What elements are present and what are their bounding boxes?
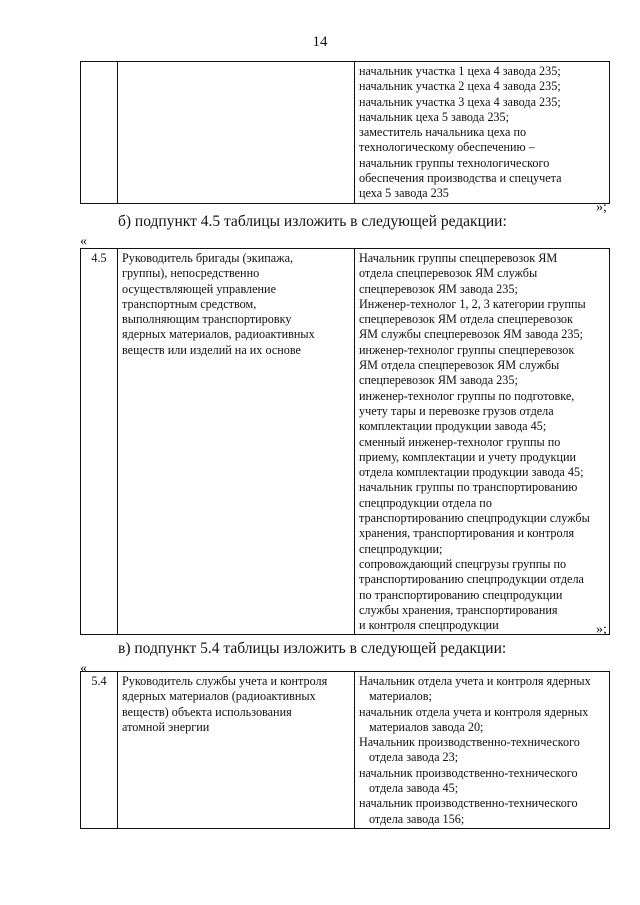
table-row (81, 672, 610, 829)
staff-line: отдела комплектации продукции завода 45; (359, 465, 584, 480)
staff-line: начальник участка 2 цеха 4 завода 235; (359, 79, 561, 94)
staff-line: начальник участка 1 цеха 4 завода 235; (359, 64, 561, 78)
staff-line: отдела завода 23; (369, 750, 459, 765)
staff-line: инженер-технолог группы по подготовке, (359, 388, 575, 403)
opening-quote: « (80, 661, 87, 676)
table-item-4-5 (80, 248, 610, 635)
staff-line: комплектации продукции завода 45; (359, 419, 547, 434)
staff-line: спецпродукции отдела по (359, 495, 492, 510)
staff-line: материалов завода 20; (369, 719, 484, 734)
staff-line: Начальник группы спецперевозок ЯМ (359, 251, 558, 265)
position-line: осуществляющей управление (122, 281, 276, 296)
staff-line: обеспечения производства и спецучета (359, 171, 562, 186)
section-b-heading: б) подпункт 4.5 таблицы изложить в следующей редакции: (118, 213, 507, 230)
staff-line: спецперевозок ЯМ завода 235; (359, 373, 518, 388)
row-number-cell (81, 62, 118, 204)
position-line: веществ или изделий на их основе (122, 342, 301, 357)
staff-line: начальник группы по транспортированию (359, 480, 578, 495)
position-line: Руководитель службы учета и контроля (122, 674, 328, 688)
position-cell (118, 672, 355, 829)
staff-line: заместитель начальника цеха по (359, 125, 527, 140)
staff-line: Начальник отдела учета и контроля ядерных (359, 674, 591, 688)
staff-line: Инженер-технолог 1, 2, 3 категории группы (359, 296, 586, 311)
staff-line: ЯМ отдела спецперевозок ЯМ службы (359, 358, 560, 373)
row-number-cell: 4.5 (81, 249, 118, 635)
staff-line: начальник производственно-технического (359, 765, 578, 780)
position-line: выполняющим транспортировку (122, 312, 292, 327)
staff-line: начальник участка 3 цеха 4 завода 235; (359, 94, 561, 109)
table-row (81, 249, 610, 635)
staff-line: приему, комплектации и учету продукции (359, 449, 577, 464)
position-line: ядерных материалов, радиоактивных (122, 327, 315, 342)
staff-line: цеха 5 завода 235 (359, 186, 449, 201)
page-number: 14 (312, 34, 328, 50)
staff-line: начальник отдела учета и контроля ядерных (359, 704, 589, 719)
closing-quote: »; (596, 200, 607, 215)
staff-line: спецперевозок ЯМ отдела спецперевозок (359, 312, 573, 327)
position-line: группы), непосредственно (122, 266, 260, 281)
staff-list-cell (355, 249, 610, 635)
position-cell (118, 249, 355, 635)
position-line: транспортным средством, (122, 296, 257, 311)
staff-list-cell (355, 62, 610, 204)
staff-line: начальник цеха 5 завода 235; (359, 109, 510, 124)
opening-quote: « (80, 234, 87, 249)
table-row (81, 62, 610, 204)
row-number-cell: 5.4 (81, 672, 118, 829)
staff-line: отдела завода 45; (369, 781, 459, 796)
staff-line: учету тары и перевозке грузов отдела (359, 403, 554, 418)
staff-line: спецпродукции; (359, 541, 443, 556)
table-item-5-4 (80, 671, 610, 829)
closing-quote: »; (596, 622, 607, 637)
staff-line: начальник группы технологического (359, 155, 550, 170)
staff-line: службы хранения, транспортирования (359, 602, 558, 617)
section-c-heading: в) подпункт 5.4 таблицы изложить в следующей редакции: (118, 640, 507, 657)
staff-line: технологическому обеспечению – (359, 140, 535, 155)
staff-line: начальник производственно-технического (359, 796, 578, 811)
position-cell (118, 62, 355, 204)
staff-line: сменный инженер-технолог группы по (359, 434, 561, 449)
staff-line: и контроля спецпродукции (359, 618, 499, 633)
staff-line: Начальник производственно-технического (359, 735, 580, 750)
staff-line: ЯМ службы спецперевозок ЯМ завода 235; (359, 327, 583, 342)
position-line: Руководитель бригады (экипажа, (122, 251, 294, 265)
staff-line: транспортированию спецпродукции отдела (359, 572, 584, 587)
staff-line: отдела завода 156; (369, 811, 465, 826)
staff-line: транспортированию спецпродукции службы (359, 511, 590, 526)
staff-line: сопровождающий спецгрузы группы по (359, 556, 567, 571)
staff-list-cell (355, 672, 610, 829)
staff-line: отдела спецперевозок ЯМ службы (359, 266, 538, 281)
staff-line: хранения, транспортирования и контроля (359, 526, 575, 541)
staff-line: инженер-технолог группы спецперевозок (359, 342, 575, 357)
table-continuation (80, 61, 610, 204)
staff-line: материалов; (369, 689, 432, 704)
position-line: веществ) объекта использования (122, 704, 292, 719)
position-line: атомной энергии (122, 719, 210, 734)
staff-line: по транспортированию спецпродукции (359, 587, 563, 602)
staff-line: спецперевозок ЯМ завода 235; (359, 281, 518, 296)
position-line: ядерных материалов (радиоактивных (122, 689, 316, 704)
